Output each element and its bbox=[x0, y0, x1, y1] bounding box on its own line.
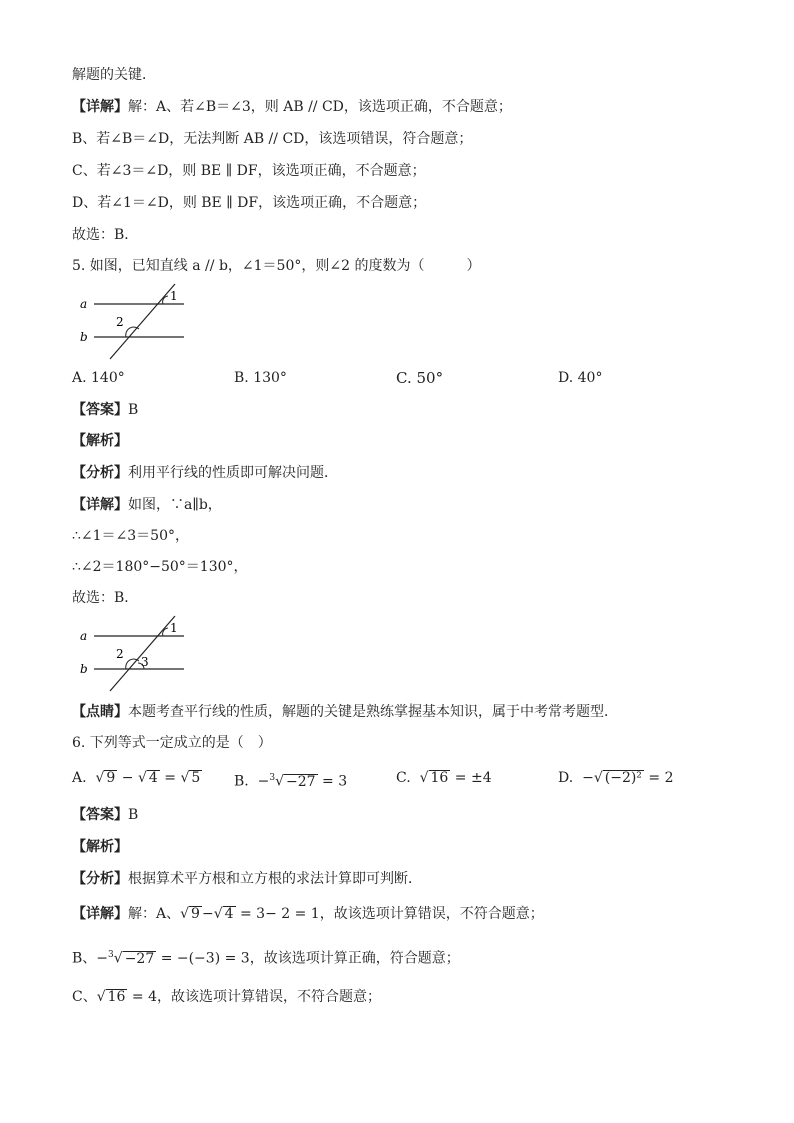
label-3: 3 bbox=[141, 655, 149, 669]
answer-value: B bbox=[128, 402, 139, 418]
dianjing-line bbox=[72, 703, 618, 721]
parallel-lines-figure-1 bbox=[78, 282, 198, 362]
xiangjie-tag: 【详解】 bbox=[72, 497, 128, 513]
option-d: D. −√ (−2)² = 2 bbox=[558, 770, 674, 786]
fenxi-line bbox=[72, 464, 338, 482]
answer-line bbox=[72, 806, 138, 824]
option-a: A. √ 9 − √ 4 = √ 5 bbox=[72, 770, 201, 786]
fenxi-tag: 【分析】 bbox=[72, 465, 128, 481]
choose-line: 故选：B． bbox=[72, 590, 139, 606]
text-line: 故选：B． bbox=[72, 227, 139, 243]
text-line: D、若∠1＝∠D，则 BE ∥ DF，该选项正确，不合题意； bbox=[72, 195, 427, 211]
xiangjie-b-line: B、−$^3$√ −27 = −(−3) = 3，故该选项计算正确，符合题意； bbox=[72, 950, 460, 967]
option-a: A. 140° bbox=[72, 370, 125, 386]
text-line bbox=[72, 98, 512, 116]
question-stem: 5. 如图，已知直线 a // b，∠1＝50°，则∠2 的度数为（ ） bbox=[72, 258, 481, 274]
analysis-tag bbox=[72, 838, 128, 856]
dianjing-text: 本题考查平行线的性质，解题的关键是熟练掌握基本知识，属于中考常考题型． bbox=[128, 704, 618, 720]
fenxi-text: 利用平行线的性质即可解决问题． bbox=[128, 465, 338, 481]
analysis-tag-text: 【解析】 bbox=[72, 839, 128, 855]
q5-options bbox=[72, 368, 732, 392]
step-line: ∴∠2＝180°−50°＝130°， bbox=[72, 559, 248, 575]
xiangjie-c-line: C、√ 16 = 4，故该选项计算错误，不符合题意； bbox=[72, 989, 382, 1005]
section-tag: 【详解】 bbox=[72, 99, 128, 115]
fenxi-tag: 【分析】 bbox=[72, 871, 128, 887]
label-2: 2 bbox=[116, 315, 124, 329]
option-b: B. −$^3$√ −27 = 3 bbox=[234, 773, 348, 790]
analysis-tag bbox=[72, 432, 128, 450]
answer-tag: 【答案】 bbox=[72, 402, 128, 418]
label-1: 1 bbox=[170, 621, 178, 635]
step-line: ∴∠1＝∠3＝50°， bbox=[72, 528, 189, 544]
dianjing-tag: 【点睛】 bbox=[72, 704, 128, 720]
parallel-lines-figure-2 bbox=[78, 614, 198, 694]
label-b: b bbox=[80, 662, 88, 676]
analysis-tag-text: 【解析】 bbox=[72, 433, 128, 449]
option-d: D. 40° bbox=[558, 370, 603, 386]
xiangjie-text: 如图，∵a∥b， bbox=[128, 497, 222, 513]
xiangjie-tag: 【详解】 bbox=[72, 906, 128, 922]
option-b: B. 130° bbox=[234, 370, 287, 386]
answer-line bbox=[72, 401, 138, 419]
xiangjie-a-line: 【详解】解：A、√ 9 −√ 4 = 3− 2 = 1，故该选项计算错误，不符合题意； bbox=[72, 906, 544, 922]
label-1: 1 bbox=[170, 289, 178, 303]
text-line: C、若∠3＝∠D，则 BE ∥ DF，该选项正确，不合题意； bbox=[72, 163, 426, 179]
fenxi-line bbox=[72, 870, 422, 888]
answer-tag: 【答案】 bbox=[72, 807, 128, 823]
q6-options bbox=[72, 768, 732, 792]
answer-value: B bbox=[128, 807, 139, 823]
text-line: 解题的关键． bbox=[72, 67, 156, 83]
option-c: C. 50° bbox=[396, 369, 444, 387]
text-line: B、若∠B＝∠D，无法判断 AB // CD，该选项错误，符合题意； bbox=[72, 131, 473, 147]
label-a: a bbox=[80, 629, 88, 643]
label-b: b bbox=[80, 330, 88, 344]
xiangjie-line bbox=[72, 496, 222, 514]
text-span: 解：A、若∠B＝∠3，则 AB // CD，该选项正确，不合题意； bbox=[128, 99, 512, 115]
label-a: a bbox=[80, 297, 88, 311]
label-2: 2 bbox=[116, 647, 124, 661]
option-c: C. √ 16 = ±4 bbox=[396, 770, 492, 786]
fenxi-text: 根据算术平方根和立方根的求法计算即可判断． bbox=[128, 871, 422, 887]
question-stem: 6. 下列等式一定成立的是（ ） bbox=[72, 735, 272, 751]
